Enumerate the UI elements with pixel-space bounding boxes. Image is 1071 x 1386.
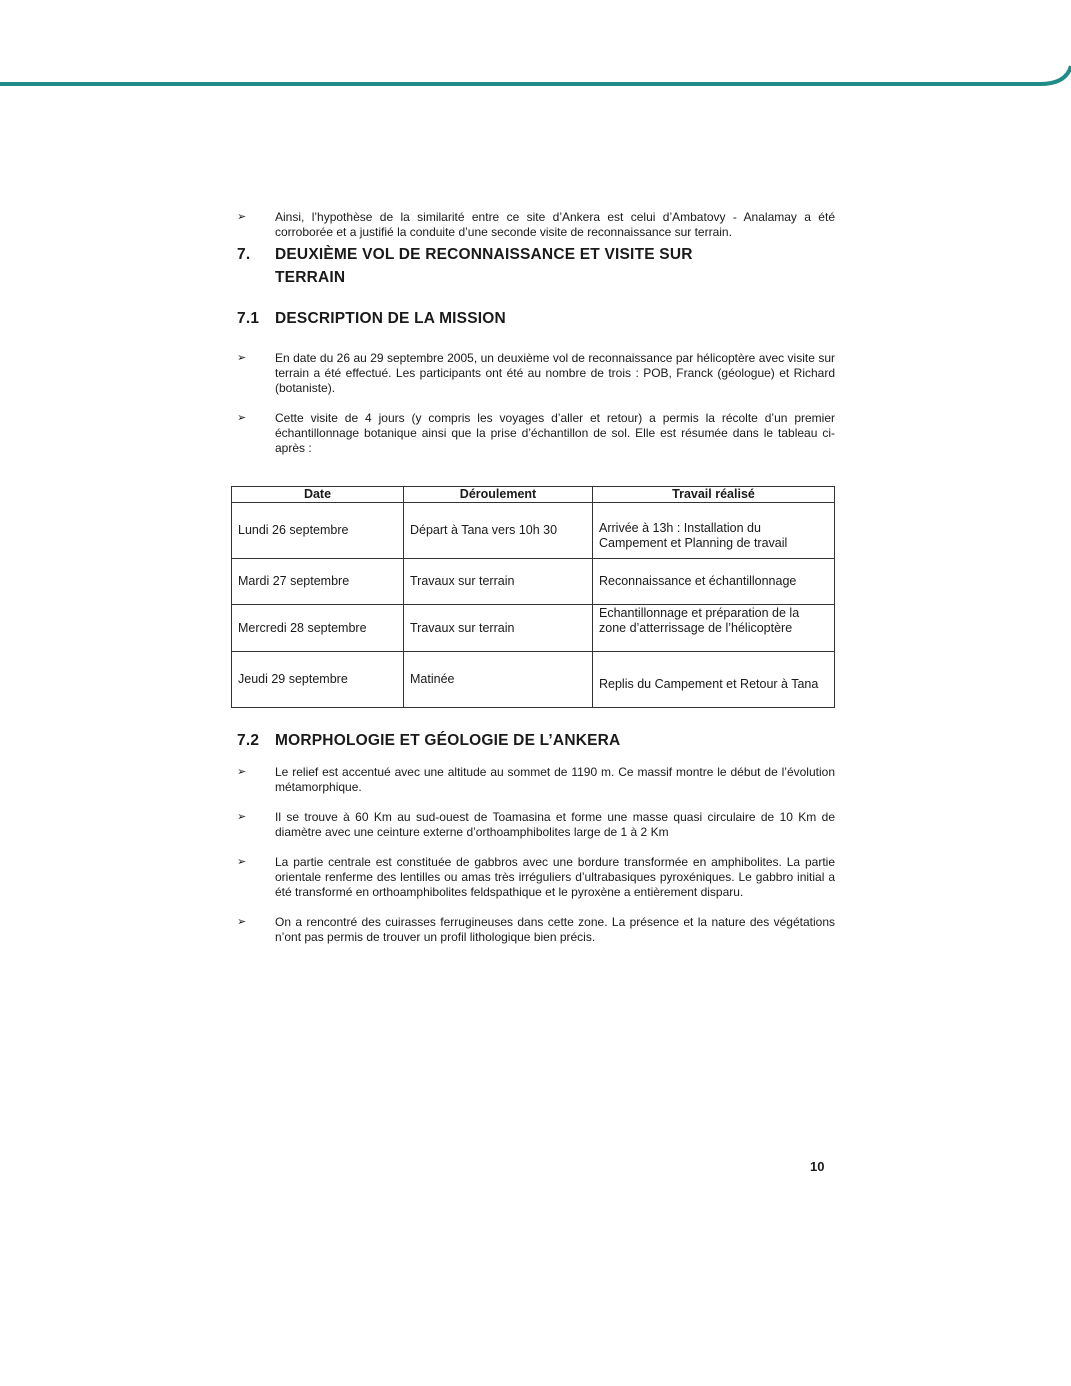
list-item [237,855,835,900]
table-cell: Jeudi 29 septembre [232,652,404,708]
arrow-bullet-icon: ➢ [237,211,247,223]
table-row [232,605,835,652]
arrow-bullet-icon: ➢ [237,916,247,928]
subsection-title: MORPHOLOGIE ET GÉOLOGIE DE L’ANKERA [275,732,621,749]
table-row [232,559,835,605]
bullet-text: En date du 26 au 29 septembre 2005, un deuxième vol de reconnaissance par hélicoptère avec visite sur terrain a été effectué. Les participants ont été au nombre de trois : POB, Franck (géologue) et Richard (botaniste). [275,351,835,395]
list-item [237,810,835,840]
column-header: Déroulement [404,487,593,503]
section-heading [237,243,835,289]
table-cell: Replis du Campement et Retour à Tana [593,652,835,708]
section-title: DEUXIÈME VOL DE RECONNAISSANCE ET VISITE SUR TERRAIN [275,246,693,286]
subsection-number: 7.1 [237,310,260,327]
column-header: Date [232,487,404,503]
bullet-text: Le relief est accentué avec une altitude au sommet de 1190 m. Ce massif montre le début de l’évolution métamorphique. [275,765,835,794]
list-item [237,915,835,945]
subsection-number: 7.2 [237,732,260,749]
subsection-title: DESCRIPTION DE LA MISSION [275,310,506,327]
table-header-row [232,487,835,503]
arrow-bullet-icon: ➢ [237,766,247,778]
list-item [237,765,835,795]
table-cell: Reconnaissance et échantillonnage [593,559,835,605]
table-cell: Echantillonnage et préparation de la zone d’atterrissage de l’hélicoptère [593,605,835,652]
table-cell: Lundi 26 septembre [232,503,404,559]
table-cell: Matinée [404,652,593,708]
subsection-heading [237,309,835,329]
table-cell: Travaux sur terrain [404,605,593,652]
table-cell: Mardi 27 septembre [232,559,404,605]
bullet-text: On a rencontré des cuirasses ferrugineuses dans cette zone. La présence et la nature des végétations n’ont pas permis de trouver un profil lithologique bien précis. [275,915,835,944]
table-cell: Mercredi 28 septembre [232,605,404,652]
section-number: 7. [237,246,251,263]
arrow-bullet-icon: ➢ [237,811,247,823]
list-item [237,411,835,456]
column-header: Travail réalisé [593,487,835,503]
page-number: 10 [810,1159,825,1174]
page-content [237,210,835,945]
list-item [237,351,835,396]
table-row [232,652,835,708]
bullet-text: Ainsi, l’hypothèse de la similarité entre ce site d’Ankera est celui d’Ambatovy - Analamay a été corroborée et a justifié la conduite d’une seconde visite de reconnaissance sur terrain. [275,210,835,239]
bullet-text: La partie centrale est constituée de gabbros avec une bordure transformée en amphibolites. La partie orientale renferme des lentilles ou amas très irréguliers d’ultrabasiques pyroxéniques. Le gabbro initial a été transformé en orthoamphibolites feldspathique et le pyroxène a entièrement disparu. [275,855,835,899]
arrow-bullet-icon: ➢ [237,412,247,424]
bullet-text: Cette visite de 4 jours (y compris les voyages d’aller et retour) a permis la récolte d’un premier échantillonnage botanique ainsi que la prise d’échantillon de sol. Elle est résumée dans le tableau ci-après : [275,411,835,455]
mission-table [231,486,835,708]
table-cell: Départ à Tana vers 10h 30 [404,503,593,559]
table-row [232,503,835,559]
header-decorative-line [0,0,1071,100]
bullet-text: Il se trouve à 60 Km au sud-ouest de Toamasina et forme une masse quasi circulaire de 10 Km de diamètre avec une ceinture externe d’orthoamphibolites large de 1 à 2 Km [275,810,835,839]
table-cell: Arrivée à 13h : Installation du Campement et Planning de travail [593,503,835,559]
list-item [237,210,835,240]
arrow-bullet-icon: ➢ [237,856,247,868]
table-cell: Travaux sur terrain [404,559,593,605]
subsection-heading [237,731,835,751]
arrow-bullet-icon: ➢ [237,352,247,364]
